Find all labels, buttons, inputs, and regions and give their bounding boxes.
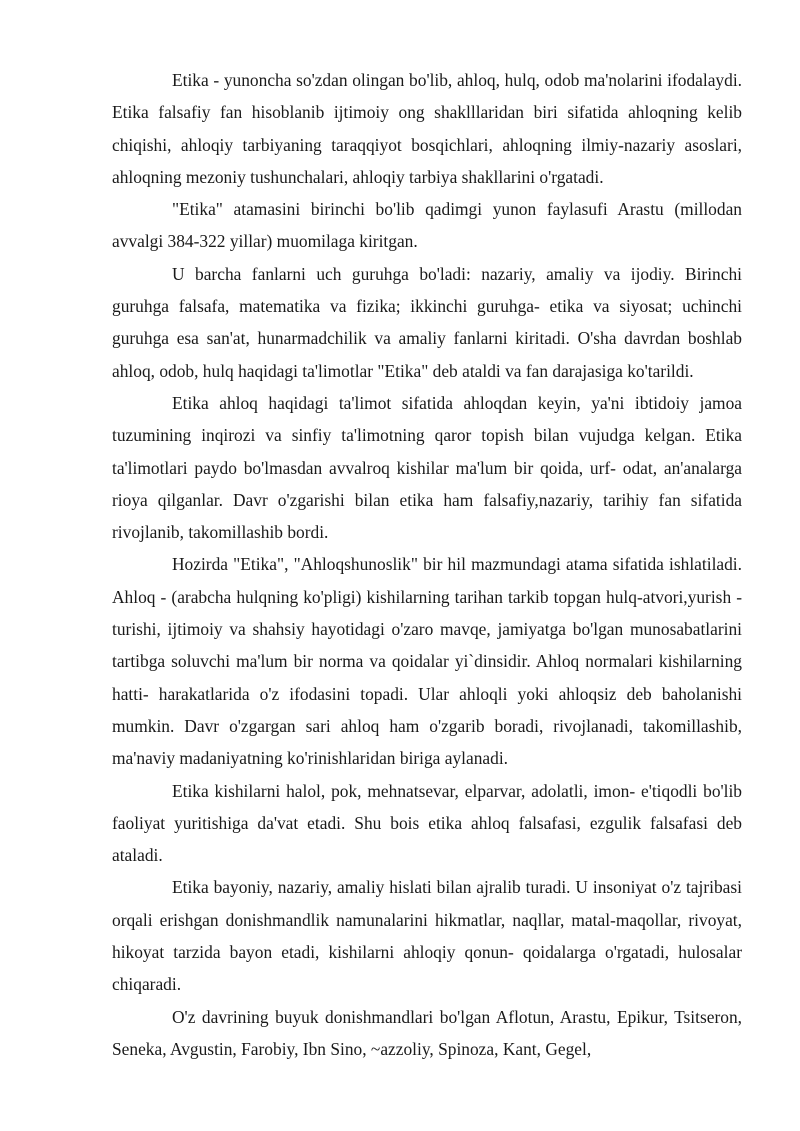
paragraph-etika-definition: Etika - yunoncha so'zdan olingan bo'lib, ahloq, hulq, odob ma'nolarini ifodalaydi. Etika falsafiy fan hisoblanib ijtimoiy ong shaklllaridan biri sifatida ahloqning kelib chiqishi, ahloqiy tarbiyaning taraqqiyot bosqichlari, ahloqning ilmiy-nazariy asoslari, ahloqning mezoniy tushunchalari, ahloqiy tarbiya shakllarini o'rgatadi. bbox=[112, 70, 742, 187]
paragraph-etika-origin: Etika ahloq haqidagi ta'limot sifatida ahloqdan keyin, ya'ni ibtidoiy jamoa tuzumining inqirozi va sinfiy ta'limotning qaror topish bilan vujudga kelgan. Etika ta'limotlari paydo bo'lmasdan avvalroq kishilar ma'lum bir qoida, urf- odat, an'analarga rioya qilganlar. Davr o'zgarishi bilan etika ham falsafiy,nazariy, tarihiy fan sifatida rivojlanib, takomillashib bordi. bbox=[112, 392, 742, 543]
paragraph-ahloq-definition: Hozirda "Etika", "Ahloqshunoslik" bir hil mazmundagi atama sifatida ishlatiladi. Ahloq - (arabcha hulqning ko'pligi) kishilarning tarihan tarkib topgan hulq-atvori,yurish - turishi, ijtimoiy va shahsiy hayotidagi o'zaro mavqe, jamiyatga bo'lgan munosabatlarini tartibga soluvchi ma'lum bir norma va qoidalar yi`dinsidir. Ahloq normalari kishilarning hatti- harakatlarida o'z ifodasini topadi. Ular ahloqli yoki ahloqsiz deb baholanishi mumkin. Davr o'zgargan sari ahloq ham o'zgarib boradi, rivojlanadi, takomillashib, ma'naviy madaniyatning ko'rinishlaridan biriga aylanadi. bbox=[112, 554, 742, 769]
paragraph-arastu-term: "Etika" atamasini birinchi bo'lib qadimgi yunon faylasufi Arastu (millodan avvalgi 384-322 yillar) muomilaga kiritgan. bbox=[112, 199, 742, 252]
paragraph-three-groups: U barcha fanlarni uch guruhga bo'ladi: nazariy, amaliy va ijodiy. Birinchi guruhga falsafa, matematika va fizika; ikkinchi guruhga- etika va siyosat; uchinchi guruhga esa san'at, hunarmadchilik va amaliy fanlarni kiritadi. O'sha davrdan boshlab ahloq, odob, hulq haqidagi ta'limotlar "Etika" deb ataldi va fan darajasiga ko'tarildi. bbox=[112, 263, 742, 381]
paragraph-etika-features: Etika bayoniy, nazariy, amaliy hislati bilan ajralib turadi. U insoniyat o'z tajribasi orqali erishgan donishmandlik namunalarini hikmatlar, naqllar, matal-maqollar, rivoyat, hikoyat tarzida bayon etadi, kishilarni ahloqiy qonun- qoidalarga o'rgatadi, hulosalar chiqaradi. bbox=[112, 877, 742, 995]
document-page bbox=[112, 64, 742, 1065]
paragraph-great-thinkers: O'z davrining buyuk donishmandlari bo'lgan Aflotun, Arastu, Epikur, Tsitseron, Seneka, Avgustin, Farobiy, Ibn Sino, ~azzoliy, Spinoza, Kant, Gegel, bbox=[112, 1006, 742, 1059]
paragraph-etika-calls: Etika kishilarni halol, pok, mehnatsevar, elparvar, adolatli, imon- e'tiqodli bo'lib faoliyat yuritishiga da'vat etadi. Shu bois etika ahloq falsafasi, ezgulik falsafasi deb ataladi. bbox=[112, 780, 742, 866]
